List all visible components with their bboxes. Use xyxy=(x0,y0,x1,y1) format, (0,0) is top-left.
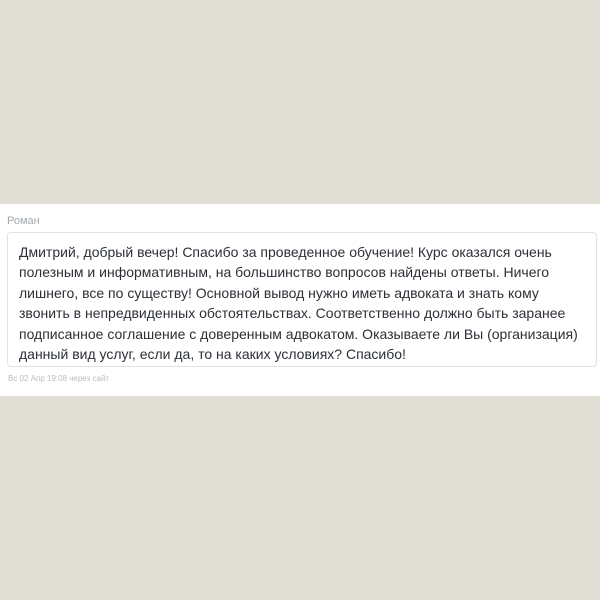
message-bubble xyxy=(7,232,597,367)
message-text xyxy=(19,242,594,364)
message-line: лишнего, все по существу! Основной вывод нужно иметь адвоката и знать кому xyxy=(19,284,539,301)
message-line: подписанное соглашение с доверенным адвокатом. Оказываете ли Вы (организация) xyxy=(19,325,578,342)
message-line: Дмитрий, добрый вечер! Спасибо за проведенное обучение! Курс оказался очень xyxy=(19,244,552,260)
message-panel xyxy=(0,204,600,396)
message-line: данный вид услуг, если да, то на каких условиях? Спасибо! xyxy=(19,346,406,363)
message-timestamp: Вс 02 Апр 19:08 через сайт xyxy=(8,374,110,383)
message-line: полезным и информативным, на большинство вопросов найдены ответы. Ничего xyxy=(19,264,550,281)
message-line: звонить в непредвиденных обстоятельствах. Соответственно должно быть заранее xyxy=(19,305,566,322)
message-author: Роман xyxy=(7,215,40,227)
